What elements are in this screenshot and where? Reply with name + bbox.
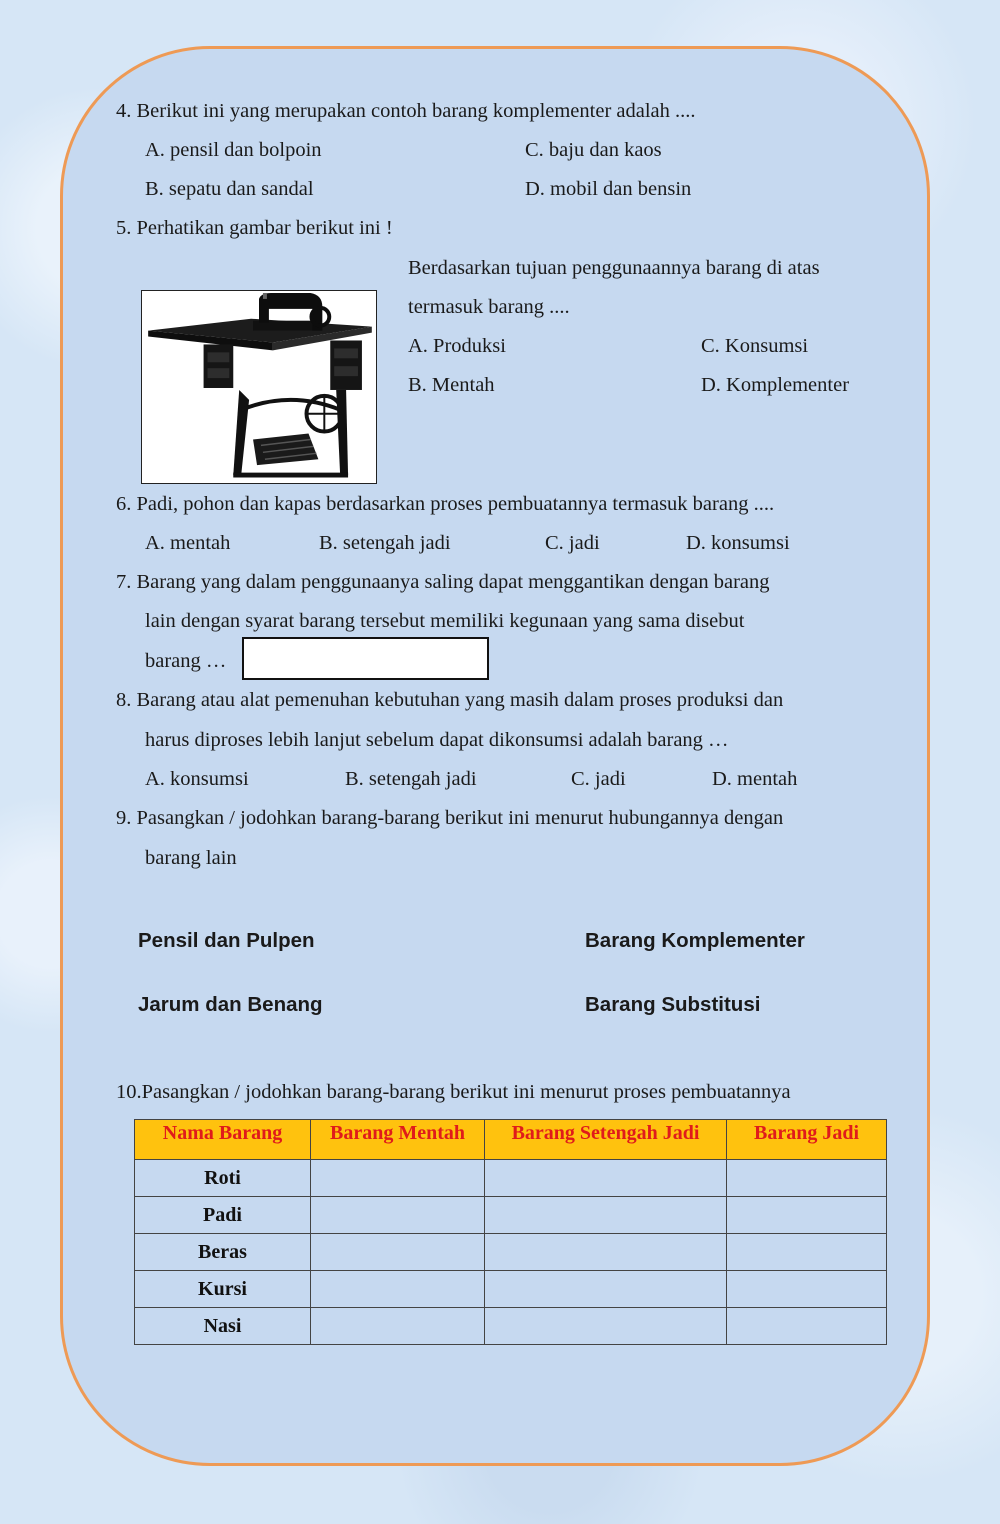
q8-option-a[interactable]: A. konsumsi xyxy=(145,768,249,790)
q5-description-line2: termasuk barang .... xyxy=(408,296,570,318)
q4-option-b[interactable]: B. sepatu dan sandal xyxy=(145,178,314,200)
table-row xyxy=(135,1234,887,1271)
q6-option-c[interactable]: C. jadi xyxy=(545,532,600,554)
table-row xyxy=(135,1160,887,1197)
q8-option-d[interactable]: D. mentah xyxy=(712,768,798,790)
question-9-line1: 9. Pasangkan / jodohkan barang-barang berikut ini menurut hubungannya dengan xyxy=(116,807,784,829)
item-name-cell: Kursi xyxy=(135,1271,311,1308)
item-name-cell: Beras xyxy=(135,1234,311,1271)
q4-option-d[interactable]: D. mobil dan bensin xyxy=(525,178,692,200)
q5-option-c[interactable]: C. Konsumsi xyxy=(701,335,809,357)
q9-left-item-1[interactable]: Pensil dan Pulpen xyxy=(138,929,315,952)
question-8-line2: harus diproses lebih lanjut sebelum dapat dikonsumsi adalah barang … xyxy=(145,729,729,751)
q9-left-item-2[interactable]: Jarum dan Benang xyxy=(138,993,323,1016)
header-barang-setengah-jadi: Barang Setengah Jadi xyxy=(485,1120,727,1160)
q5-description-line1: Berdasarkan tujuan penggunaannya barang di atas xyxy=(408,257,820,279)
table-row xyxy=(135,1271,887,1308)
answer-cell[interactable] xyxy=(727,1308,887,1345)
q8-option-c[interactable]: C. jadi xyxy=(571,768,626,790)
item-name-cell: Padi xyxy=(135,1197,311,1234)
q6-option-d[interactable]: D. konsumsi xyxy=(686,532,790,554)
question-7-line1: 7. Barang yang dalam penggunaanya saling dapat menggantikan dengan barang xyxy=(116,571,770,593)
classification-table xyxy=(134,1119,887,1345)
q7-answer-input[interactable] xyxy=(242,637,489,680)
q6-option-a[interactable]: A. mentah xyxy=(145,532,231,554)
answer-cell[interactable] xyxy=(727,1197,887,1234)
question-5: 5. Perhatikan gambar berikut ini ! xyxy=(116,217,393,239)
answer-cell[interactable] xyxy=(485,1160,727,1197)
sewing-machine-icon xyxy=(142,291,376,483)
question-9-line2: barang lain xyxy=(145,847,237,869)
answer-cell[interactable] xyxy=(311,1160,485,1197)
q8-option-b[interactable]: B. setengah jadi xyxy=(345,768,477,790)
q9-right-item-2[interactable]: Barang Substitusi xyxy=(585,993,761,1016)
header-barang-jadi: Barang Jadi xyxy=(727,1120,887,1160)
item-name-cell: Nasi xyxy=(135,1308,311,1345)
question-10: 10.Pasangkan / jodohkan barang-barang berikut ini menurut proses pembuatannya xyxy=(116,1081,791,1103)
q9-right-item-1[interactable]: Barang Komplementer xyxy=(585,929,805,952)
q4-option-c[interactable]: C. baju dan kaos xyxy=(525,139,662,161)
answer-cell[interactable] xyxy=(485,1197,727,1234)
item-name-cell: Roti xyxy=(135,1160,311,1197)
answer-cell[interactable] xyxy=(311,1271,485,1308)
table-row xyxy=(135,1308,887,1345)
header-nama-barang: Nama Barang xyxy=(135,1120,311,1160)
answer-cell[interactable] xyxy=(485,1271,727,1308)
table-header-row xyxy=(135,1120,887,1160)
question-7-line3: barang … xyxy=(145,650,227,672)
question-4: 4. Berikut ini yang merupakan contoh barang komplementer adalah .... xyxy=(116,100,696,122)
question-6: 6. Padi, pohon dan kapas berdasarkan proses pembuatannya termasuk barang .... xyxy=(116,493,775,515)
header-barang-mentah: Barang Mentah xyxy=(311,1120,485,1160)
table-row xyxy=(135,1197,887,1234)
q5-option-a[interactable]: A. Produksi xyxy=(408,335,506,357)
q5-option-b[interactable]: B. Mentah xyxy=(408,374,495,396)
question-7-line2: lain dengan syarat barang tersebut memiliki kegunaan yang sama disebut xyxy=(145,610,745,632)
answer-cell[interactable] xyxy=(311,1197,485,1234)
sewing-machine-image xyxy=(141,290,377,484)
answer-cell[interactable] xyxy=(727,1271,887,1308)
q6-option-b[interactable]: B. setengah jadi xyxy=(319,532,451,554)
answer-cell[interactable] xyxy=(727,1234,887,1271)
q4-option-a[interactable]: A. pensil dan bolpoin xyxy=(145,139,322,161)
answer-cell[interactable] xyxy=(485,1234,727,1271)
answer-cell[interactable] xyxy=(311,1234,485,1271)
answer-cell[interactable] xyxy=(485,1308,727,1345)
q5-option-d[interactable]: D. Komplementer xyxy=(701,374,850,396)
answer-cell[interactable] xyxy=(727,1160,887,1197)
question-8-line1: 8. Barang atau alat pemenuhan kebutuhan yang masih dalam proses produksi dan xyxy=(116,689,784,711)
answer-cell[interactable] xyxy=(311,1308,485,1345)
